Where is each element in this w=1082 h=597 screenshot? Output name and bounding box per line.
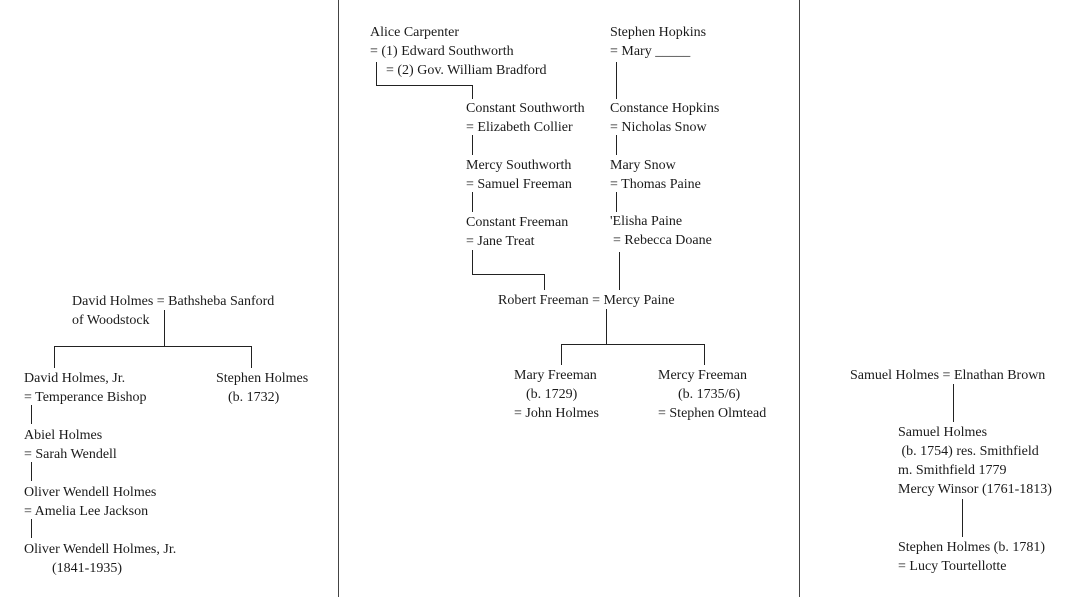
- connector-line: [472, 274, 544, 275]
- edward-southworth: = (1) Edward Southworth: [370, 44, 514, 59]
- column-divider-right: [799, 0, 800, 597]
- temperance-bishop: = Temperance Bishop: [24, 390, 147, 405]
- connector-line: [164, 310, 165, 346]
- john-holmes: = John Holmes: [514, 406, 599, 421]
- jane-treat: = Jane Treat: [466, 234, 535, 249]
- alice-carpenter: Alice Carpenter: [370, 25, 460, 40]
- elisha-paine: 'Elisha Paine: [610, 214, 683, 229]
- lucy-tourtellotte: = Lucy Tourtellotte: [898, 559, 1007, 574]
- owh-jr-dates: (1841-1935): [52, 561, 122, 576]
- david-holmes-jr: David Holmes, Jr.: [24, 371, 126, 386]
- oliver-wendell-holmes-jr: Oliver Wendell Holmes, Jr.: [24, 542, 177, 557]
- connector-line: [472, 135, 473, 155]
- mary-freeman-birth: (b. 1729): [526, 387, 578, 402]
- stephen-holmes-birth: (b. 1732): [228, 390, 280, 405]
- constant-southworth: Constant Southworth: [466, 101, 585, 116]
- connector-line: [54, 346, 251, 347]
- connector-line: [472, 250, 473, 274]
- stephen-holmes-1781: Stephen Holmes (b. 1781): [898, 540, 1045, 555]
- connector-line: [616, 135, 617, 155]
- marriage-smithfield: m. Smithfield 1779: [898, 463, 1007, 478]
- mercy-southworth: Mercy Southworth: [466, 158, 572, 173]
- stephen-olmtead: = Stephen Olmtead: [658, 406, 767, 421]
- connector-line: [54, 346, 55, 368]
- mary-snow: Mary Snow: [610, 158, 676, 173]
- connector-line: [31, 405, 32, 424]
- connector-line: [616, 192, 617, 212]
- rebecca-doane: = Rebecca Doane: [613, 233, 712, 248]
- connector-line: [31, 462, 32, 481]
- connector-line: [616, 62, 617, 99]
- samuel-holmes-birth-residence: (b. 1754) res. Smithfield: [898, 444, 1039, 459]
- stephen-hopkins: Stephen Hopkins: [610, 25, 707, 40]
- connector-line: [606, 309, 607, 344]
- mercy-winsor: Mercy Winsor (1761-1813): [898, 482, 1052, 497]
- connector-line: [561, 344, 704, 345]
- connector-line: [251, 346, 252, 368]
- thomas-paine: = Thomas Paine: [610, 177, 701, 192]
- sarah-wendell: = Sarah Wendell: [24, 447, 117, 462]
- samuel-holmes-elnathan-brown: Samuel Holmes = Elnathan Brown: [850, 368, 1046, 383]
- oliver-wendell-holmes: Oliver Wendell Holmes: [24, 485, 157, 500]
- david-holmes-couple: David Holmes = Bathsheba Sanford: [72, 294, 275, 309]
- constant-freeman: Constant Freeman: [466, 215, 569, 230]
- connector-line: [561, 344, 562, 365]
- samuel-freeman: = Samuel Freeman: [466, 177, 572, 192]
- connector-line: [376, 62, 377, 85]
- nicholas-snow: = Nicholas Snow: [610, 120, 707, 135]
- connector-line: [953, 384, 954, 422]
- connector-line: [544, 274, 545, 290]
- connector-line: [619, 252, 620, 290]
- mary-freeman: Mary Freeman: [514, 368, 597, 383]
- column-divider-left: [338, 0, 339, 597]
- elizabeth-collier: = Elizabeth Collier: [466, 120, 573, 135]
- constance-hopkins: Constance Hopkins: [610, 101, 720, 116]
- of-woodstock-label: of Woodstock: [72, 313, 150, 328]
- william-bradford: = (2) Gov. William Bradford: [386, 63, 547, 78]
- connector-line: [704, 344, 705, 365]
- connector-line: [472, 85, 473, 99]
- robert-freeman-mercy-paine: Robert Freeman = Mercy Paine: [498, 293, 675, 308]
- mercy-freeman-birth: (b. 1735/6): [678, 387, 741, 402]
- samuel-holmes-1754: Samuel Holmes: [898, 425, 988, 440]
- connector-line: [472, 192, 473, 212]
- mary-unknown: = Mary _____: [610, 44, 691, 59]
- connector-line: [31, 519, 32, 538]
- abiel-holmes: Abiel Holmes: [24, 428, 103, 443]
- mercy-freeman: Mercy Freeman: [658, 368, 748, 383]
- amelia-lee-jackson: = Amelia Lee Jackson: [24, 504, 149, 519]
- connector-line: [962, 499, 963, 537]
- connector-line: [376, 85, 472, 86]
- stephen-holmes-1732: Stephen Holmes: [216, 371, 309, 386]
